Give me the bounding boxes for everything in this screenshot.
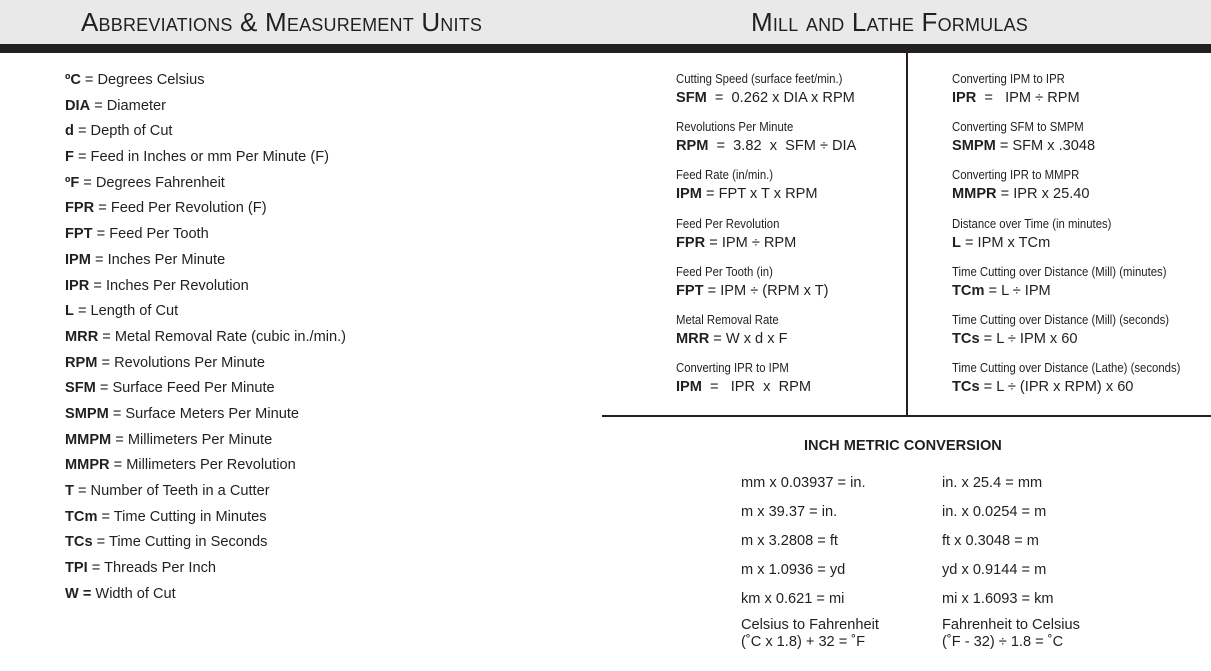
abbreviation-term: MRR [65, 328, 99, 345]
formula-label: Distance over Time (in minutes) [952, 215, 1112, 231]
abbreviation-item [65, 479, 346, 505]
abbreviation-term: ºF [65, 174, 80, 191]
conversion-item: in. x 25.4 = mm [942, 475, 1043, 491]
conversion-item: m x 3.2808 = ft [741, 532, 838, 549]
formula-equation: = IPR x 25.40 [996, 186, 1090, 203]
formula-block [952, 263, 1192, 311]
abbreviation-term: MMPM [65, 431, 112, 448]
abbreviation-definition: = Inches Per Revolution [89, 277, 249, 294]
abbreviation-item [65, 402, 346, 428]
formula-expression [676, 136, 916, 156]
formula-abbr: IPM [676, 379, 702, 396]
abbreviation-item [65, 248, 346, 274]
abbreviation-definition: = Revolutions Per Minute [97, 354, 265, 371]
abbreviation-item [65, 196, 346, 222]
conversion-right-column [942, 473, 1054, 617]
abbreviation-term: d [65, 123, 74, 140]
abbreviation-definition: = Time Cutting in Minutes [97, 508, 267, 525]
formula-expression [952, 281, 1192, 301]
temperature-label: Celsius to Fahrenheit [741, 617, 879, 633]
abbreviation-term: SFM [65, 380, 96, 397]
formula-label: Time Cutting over Distance (Mill) (minutes) [952, 263, 1167, 279]
abbreviations-title: Abbreviations & Measurement Units [81, 7, 483, 37]
formula-expression [676, 88, 916, 108]
abbreviation-term: ºC [65, 72, 81, 88]
formula-expression [952, 184, 1192, 204]
abbreviation-item [65, 94, 346, 120]
abbreviation-term: IPM [65, 251, 91, 268]
conversion-title: INCH METRIC CONVERSION [804, 438, 1002, 454]
section-divider [602, 415, 1211, 417]
abbreviation-item [65, 376, 346, 402]
abbreviation-definition: = Metal Removal Rate (cubic in./min.) [98, 328, 347, 345]
abbreviation-term: T [65, 483, 74, 499]
conversion-item: yd x 0.9144 = m [942, 561, 1047, 578]
formula-abbr: FPT [676, 282, 704, 299]
abbreviation-definition: = Millimeters Per Revolution [109, 457, 296, 474]
fahrenheit-to-celsius [942, 617, 1080, 651]
formula-block [676, 70, 916, 118]
formula-label: Converting IPM to IPR [952, 71, 1065, 86]
abbreviation-term: FPT [65, 226, 93, 243]
formula-label: Time Cutting over Distance (Mill) (seconds) [952, 311, 1170, 327]
formula-block [676, 215, 916, 263]
formula-expression [952, 329, 1192, 349]
conversion-item: km x 0.621 = mi [741, 590, 845, 607]
header-divider [0, 44, 1211, 53]
conversion-item: ft x 0.3048 = m [942, 532, 1039, 549]
formula-expression [952, 377, 1192, 397]
formula-expression [676, 377, 916, 397]
abbreviation-term: TCs [65, 534, 93, 551]
abbreviation-term: L [65, 303, 74, 320]
abbreviation-item [65, 556, 346, 582]
abbreviation-definition: = Feed Per Tooth [92, 226, 209, 243]
formula-abbr: L [952, 234, 961, 251]
formula-block [676, 166, 916, 214]
formula-expression [952, 88, 1192, 108]
conversion-item: mi x 1.6093 = km [942, 590, 1054, 607]
formula-expression [676, 184, 916, 204]
abbreviation-definition: = Millimeters Per Minute [111, 431, 273, 448]
abbreviation-definition: Width of Cut [91, 585, 176, 602]
conversion-item: in. x 0.0254 = m [942, 503, 1047, 520]
abbreviation-definition: = Surface Feed Per Minute [95, 380, 275, 397]
formula-label: Revolutions Per Minute [676, 119, 794, 135]
conversion-left-column [741, 473, 866, 617]
formula-abbr: IPR [952, 90, 977, 106]
abbreviations-list [65, 68, 346, 607]
abbreviation-definition: = Degrees Celsius [80, 72, 205, 88]
formula-equation: = SFM x .3048 [995, 138, 1096, 155]
abbreviation-term: FPR [65, 200, 95, 217]
formula-equation: = L ÷ (IPR x RPM) x 60 [979, 379, 1134, 396]
abbreviation-item [65, 222, 346, 248]
formula-expression [676, 233, 916, 253]
formula-abbr: MRR [676, 330, 710, 347]
abbreviation-item [65, 325, 346, 351]
formula-block [676, 311, 916, 359]
formula-label: Cutting Speed (surface feet/min.) [676, 71, 843, 86]
formula-label: Converting IPR to IPM [676, 360, 789, 376]
abbreviation-term: DIA [65, 97, 91, 114]
celsius-to-fahrenheit [741, 617, 879, 651]
formula-abbr: SFM [676, 90, 707, 106]
formula-equation: = IPM ÷ RPM [705, 234, 797, 251]
abbreviation-definition: = Surface Meters Per Minute [108, 405, 299, 422]
formula-equation: = IPM x TCm [960, 234, 1051, 251]
temperature-label: Fahrenheit to Celsius [942, 617, 1080, 633]
formula-abbr: TCs [952, 330, 980, 347]
temperature-formula: (˚C x 1.8) + 32 = ˚F [741, 634, 866, 650]
abbreviation-item [65, 274, 346, 300]
abbreviation-item [65, 428, 346, 454]
formula-equation: = IPM ÷ (RPM x T) [703, 282, 829, 299]
formula-equation: = W x d x F [709, 330, 788, 347]
abbreviation-item [65, 453, 346, 479]
formula-label: Feed Rate (in/min.) [676, 167, 774, 183]
abbreviation-term: W = [65, 585, 92, 602]
formulas-title: Mill and Lathe Formulas [751, 7, 1028, 37]
formula-block [952, 166, 1192, 214]
abbreviation-term: TCm [65, 508, 98, 525]
conversion-item: m x 39.37 = in. [741, 503, 838, 520]
abbreviation-term: MMPR [65, 457, 110, 474]
abbreviation-item [65, 145, 346, 171]
abbreviation-term: IPR [65, 277, 90, 294]
formula-label: Feed Per Revolution [676, 215, 780, 231]
abbreviation-term: SMPM [65, 405, 109, 422]
formula-label: Feed Per Tooth (in) [676, 263, 773, 279]
abbreviation-definition: = Length of Cut [73, 303, 179, 320]
abbreviation-definition: = Feed Per Revolution (F) [94, 200, 267, 217]
abbreviation-item [65, 530, 346, 556]
abbreviation-definition: = Number of Teeth in a Cutter [73, 483, 270, 499]
formula-equation: = IPM ÷ RPM [976, 90, 1080, 106]
formula-equation: = FPT x T x RPM [701, 186, 818, 203]
abbreviation-item [65, 582, 346, 608]
formula-block [952, 359, 1192, 407]
formula-abbr: IPM [676, 186, 702, 203]
abbreviation-item [65, 299, 346, 325]
formula-block [676, 118, 916, 166]
conversion-item: mm x 0.03937 = in. [741, 475, 866, 491]
formula-expression [676, 329, 916, 349]
abbreviation-definition: = Time Cutting in Seconds [92, 534, 268, 551]
abbreviation-item [65, 119, 346, 145]
formulas-left-column [676, 70, 916, 407]
formula-expression [676, 281, 916, 301]
column-divider [906, 53, 908, 416]
temperature-formula: (˚F - 32) ÷ 1.8 = ˚C [942, 634, 1064, 650]
abbreviation-term: TPI [65, 560, 88, 577]
formula-label: Converting IPR to MMPR [952, 167, 1080, 183]
formula-abbr: FPR [676, 234, 706, 251]
formula-block [952, 311, 1192, 359]
abbreviation-term: RPM [65, 354, 98, 371]
formula-equation: = L ÷ IPM [984, 282, 1051, 299]
formula-equation: = 3.82 x SFM ÷ DIA [708, 138, 857, 155]
formula-block [952, 118, 1192, 166]
formula-abbr: RPM [676, 138, 709, 155]
formula-equation: = L ÷ IPM x 60 [979, 330, 1078, 347]
formula-label: Converting SFM to SMPM [952, 119, 1084, 135]
formula-block [676, 359, 916, 407]
abbreviation-item [65, 351, 346, 377]
abbreviation-definition: = Depth of Cut [73, 123, 173, 140]
abbreviation-definition: = Inches Per Minute [90, 251, 226, 268]
formula-abbr: TCm [952, 282, 985, 299]
abbreviation-definition: = Threads Per Inch [87, 560, 217, 577]
abbreviation-definition: = Diameter [90, 97, 166, 114]
formula-block [952, 215, 1192, 263]
formula-equation: = IPR x RPM [701, 379, 812, 396]
formula-label: Time Cutting over Distance (Lathe) (seconds) [952, 360, 1181, 376]
formula-abbr: SMPM [952, 138, 996, 155]
formula-block [952, 70, 1192, 118]
abbreviation-item [65, 68, 346, 94]
abbreviation-term: F [65, 149, 74, 166]
abbreviation-definition: = Degrees Fahrenheit [79, 174, 225, 191]
abbreviation-definition: = Feed in Inches or mm Per Minute (F) [73, 149, 329, 166]
formula-block [676, 263, 916, 311]
formula-equation: = 0.262 x DIA x RPM [706, 90, 855, 106]
conversion-item: m x 1.0936 = yd [741, 561, 846, 578]
formula-label: Metal Removal Rate [676, 311, 779, 327]
formula-abbr: MMPR [952, 186, 997, 203]
formula-expression [952, 136, 1192, 156]
formula-expression [952, 233, 1192, 253]
formulas-right-column [952, 70, 1192, 407]
formula-abbr: TCs [952, 379, 980, 396]
abbreviation-item [65, 505, 346, 531]
abbreviation-item [65, 171, 346, 197]
